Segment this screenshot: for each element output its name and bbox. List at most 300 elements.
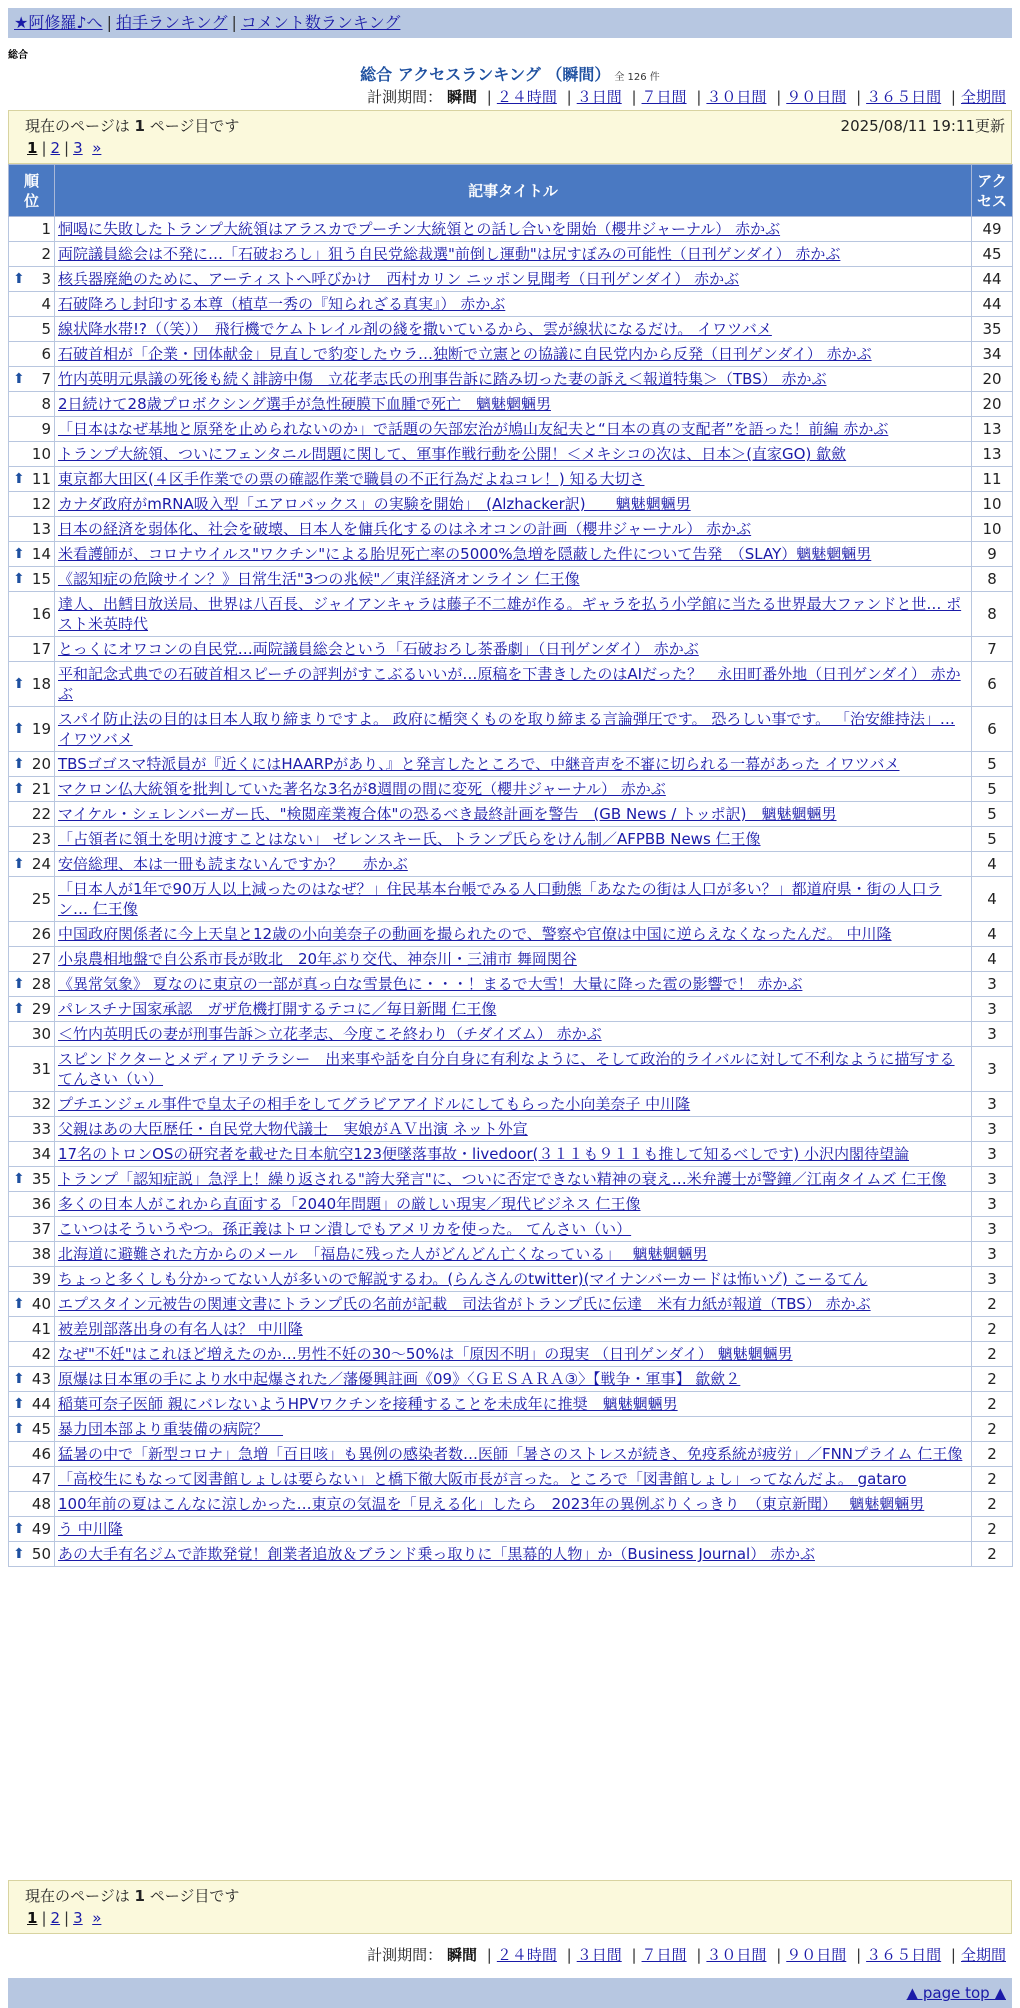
article-link[interactable]: カナダ政府がmRNA吸入型「エアロバックス」の実験を開始」 (Alzhacker訳) 魑魅魍魎男 <box>58 495 691 513</box>
title-cell <box>55 1142 972 1167</box>
access-count: 2 <box>972 1292 1013 1317</box>
title-cell <box>55 217 972 242</box>
rank-cell <box>9 922 55 947</box>
rank-number: 13 <box>31 520 51 538</box>
article-link[interactable]: う 中川隆 <box>58 1520 123 1538</box>
period-link-3d[interactable]: ３日間 <box>576 1946 622 1964</box>
article-link[interactable]: ちょっと多くしも分かってない人が多いので解説するわ。(らんさんのtwitter)(マイナンバーカードは怖いゾ) こーるてん <box>58 1270 868 1288</box>
rank-cell <box>9 492 55 517</box>
title-cell <box>55 1317 972 1342</box>
rank-number: 30 <box>31 1025 51 1043</box>
rank-cell <box>9 1292 55 1317</box>
table-row <box>9 1142 1013 1167</box>
rank-cell <box>9 1217 55 1242</box>
access-count: 2 <box>972 1517 1013 1542</box>
title-cell <box>55 972 972 997</box>
rank-cell <box>9 392 55 417</box>
article-link[interactable]: トランプ「認知症説」急浮上！繰り返される"誇大発言"に、ついに否定できない精神の衰え…米弁護士が警鐘／江南タイムズ 仁王像 <box>58 1170 947 1188</box>
table-row <box>9 367 1013 392</box>
comment-ranking-link[interactable]: コメント数ランキング <box>240 13 401 32</box>
page-info-number: 1 <box>134 117 145 135</box>
ranking-title-text: 総合 アクセスランキング （瞬間） <box>360 65 611 84</box>
rank-number: 23 <box>31 830 51 848</box>
article-link[interactable]: マクロン仏大統領を批判していた著名な3名が8週間の間に変死（櫻井ジャーナル） 赤かぶ <box>58 780 666 798</box>
article-link[interactable]: 《認知症の危険サイン？》日常生活"3つの兆候"／東洋経済オンライン 仁王像 <box>58 570 580 588</box>
title-cell <box>55 1467 972 1492</box>
article-link[interactable]: 達人、出鱈目放送局、世界は八百長、ジャイアンキャラは藤子不二雄が作る。ギャラを払う小学館に当たる世界最大ファンドと世… ポスト米英時代 <box>58 595 962 633</box>
page-links: 1 | 2 | 3 » <box>27 139 102 157</box>
rank-cell <box>9 1417 55 1442</box>
period-link-90d[interactable]: ９０日間 <box>786 88 847 106</box>
access-count: 2 <box>972 1417 1013 1442</box>
title-cell <box>55 592 972 637</box>
table-row <box>9 852 1013 877</box>
rank-cell <box>9 997 55 1022</box>
article-link[interactable]: 両院議員総会は不発に…「石破おろし」狙う自民党総裁選"前倒し運動"は尻すぼみの可能性（日刊ゲンダイ） 赤かぶ <box>58 245 841 263</box>
access-count: 3 <box>972 1092 1013 1117</box>
access-count: 6 <box>972 707 1013 752</box>
title-cell <box>55 442 972 467</box>
rank-number: 9 <box>41 420 51 438</box>
access-count: 2 <box>972 1442 1013 1467</box>
title-cell <box>55 1492 972 1517</box>
rank-number: 27 <box>31 950 51 968</box>
page-link-2[interactable]: 2 <box>50 1909 61 1927</box>
period-link-365d[interactable]: ３６５日間 <box>866 88 942 106</box>
col-access-label: アクセス <box>976 171 1007 210</box>
rank-number: 48 <box>31 1495 51 1513</box>
title-cell <box>55 997 972 1022</box>
rank-number: 32 <box>31 1095 51 1113</box>
article-link[interactable]: 線状降水帯!?（（笑）） 飛行機でケムトレイル剤の綫を撒いているから、雲が線状になるだけ。 イワツバメ <box>58 320 772 338</box>
rank-up-arrow-icon: ⬆ <box>13 1296 25 1312</box>
access-count: 34 <box>972 342 1013 367</box>
access-count: 20 <box>972 367 1013 392</box>
table-row <box>9 827 1013 852</box>
rank-number: 29 <box>31 1000 51 1018</box>
article-link[interactable]: エプスタイン元被告の関連文書にトランプ氏の名前が記載 司法省がトランプ氏に伝達 米有力紙が報道（TBS） 赤かぶ <box>58 1295 871 1313</box>
page-links-bottom: 1 | 2 | 3 » <box>27 1909 102 1927</box>
current-page-info-bottom <box>25 1885 239 1906</box>
access-count: 45 <box>972 242 1013 267</box>
article-link[interactable]: プチエンジェル事件で皇太子の相手をしてグラビアアイドルにしてもらった小向美奈子 中川隆 <box>58 1095 691 1113</box>
rank-cell <box>9 342 55 367</box>
period-link-90d[interactable]: ９０日間 <box>786 1946 847 1964</box>
access-count: 3 <box>972 972 1013 997</box>
title-cell <box>55 342 972 367</box>
table-row <box>9 777 1013 802</box>
rank-cell <box>9 1442 55 1467</box>
article-link[interactable]: 100年前の夏はこんなに涼しかった…東京の気温を「見える化」したら 2023年の異例ぶりくっきり （東京新聞） 魑魅魍魎男 <box>58 1495 925 1513</box>
table-row <box>9 1542 1013 1567</box>
period-link-30d[interactable]: ３０日間 <box>706 1946 767 1964</box>
article-link[interactable]: 石破首相が「企業・団体献金」見直しで豹変したウラ…独断で立憲との協議に自民党内から反発（日刊ゲンダイ） 赤かぶ <box>58 345 872 363</box>
title-cell <box>55 1342 972 1367</box>
rank-cell <box>9 367 55 392</box>
article-link[interactable]: 2日続けて28歳プロボクシング選手が急性硬膜下血腫で死亡 魑魅魍魎男 <box>58 395 551 413</box>
title-cell <box>55 367 972 392</box>
ranking-table <box>8 164 1013 1567</box>
rank-number: 40 <box>31 1295 51 1313</box>
period-label: 計測期間： <box>367 88 443 106</box>
title-cell <box>55 1092 972 1117</box>
table-row <box>9 267 1013 292</box>
table-row <box>9 1467 1013 1492</box>
access-count: 44 <box>972 292 1013 317</box>
period-selector-top: 計測期間： 瞬間 | ２４時間 | ３日間 | ７日間 | ３０日間 | ９０日間 | ３６５日間 | 全期間 <box>367 88 1006 106</box>
rank-number: 20 <box>31 755 51 773</box>
page-link-1: 1 <box>27 139 38 157</box>
title-cell <box>55 1417 972 1442</box>
article-link[interactable]: 東京都大田区(４区手作業での票の確認作業で職員の不正行為だよねコレ！) 知る大切さ <box>58 470 645 488</box>
access-count: 3 <box>972 1047 1013 1092</box>
period-link-365d[interactable]: ３６５日間 <box>866 1946 942 1964</box>
rank-up-arrow-icon: ⬆ <box>13 1171 25 1187</box>
page-link-1: 1 <box>27 1909 38 1927</box>
article-link[interactable]: 「日本人が1年で90万人以上減ったのはなぜ？」住民基本台帳でみる人口動態「あなたの街は人口が多い？」都道府県・街の人口ラン… 仁王像 <box>58 880 942 918</box>
article-link[interactable]: 多くの日本人がこれから直面する「2040年問題」の厳しい現実／現代ビジネス 仁王像 <box>58 1195 641 1213</box>
rank-up-arrow-icon: ⬆ <box>13 756 25 772</box>
rank-cell <box>9 317 55 342</box>
rank-up-arrow-icon: ⬆ <box>13 1521 25 1537</box>
rank-up-arrow-icon: ⬆ <box>13 546 25 562</box>
rank-number: 8 <box>41 395 51 413</box>
next-page-link[interactable]: » <box>92 139 102 157</box>
article-link[interactable]: スピンドクターとメディアリテラシー 出来事や話を自分自身に有利なように、そして政治的ライバルに対して不利なように描写する てんさい（い） <box>58 1050 955 1088</box>
rank-cell <box>9 1117 55 1142</box>
table-row <box>9 877 1013 922</box>
rank-number: 15 <box>31 570 51 588</box>
article-link[interactable]: 日本の経済を弱体化、社会を破壊、日本人を傭兵化するのはネオコンの計画（櫻井ジャーナル） 赤かぶ <box>58 520 752 538</box>
period-link-30d[interactable]: ３０日間 <box>706 88 767 106</box>
table-row <box>9 1492 1013 1517</box>
access-count: 7 <box>972 637 1013 662</box>
table-row <box>9 242 1013 267</box>
article-link[interactable]: 平和記念式典での石破首相スピーチの評判がすこぶるいいが…原稿を下書きしたのはAIだった？ 永田町番外地（日刊ゲンダイ） 赤かぶ <box>58 665 961 703</box>
title-cell <box>55 567 972 592</box>
table-row <box>9 1342 1013 1367</box>
rank-number: 46 <box>31 1445 51 1463</box>
bottom-bar <box>8 1978 1012 2008</box>
access-count: 3 <box>972 1142 1013 1167</box>
article-link[interactable]: 「占領者に領土を明け渡すことはない」 ゼレンスキー氏、トランプ氏らをけん制／AFPBB News 仁王像 <box>58 830 761 848</box>
col-title-header: 記事タイトル <box>55 165 972 217</box>
access-count: 13 <box>972 442 1013 467</box>
table-row <box>9 972 1013 997</box>
title-cell <box>55 467 972 492</box>
article-link[interactable]: 「高校生にもなって図書館しょしは要らない」と橋下徹大阪市長が言った。ところで「図書館しょし」ってなんだよ。 gataro <box>58 1470 907 1488</box>
access-count: 3 <box>972 1022 1013 1047</box>
page-title <box>0 62 1020 85</box>
rank-cell <box>9 242 55 267</box>
access-count: 3 <box>972 1242 1013 1267</box>
col-access-header <box>972 165 1013 217</box>
rank-number: 21 <box>31 780 51 798</box>
table-row <box>9 567 1013 592</box>
table-row <box>9 392 1013 417</box>
title-cell <box>55 392 972 417</box>
title-cell <box>55 517 972 542</box>
access-count: 5 <box>972 827 1013 852</box>
period-link-24h[interactable]: ２４時間 <box>496 88 557 106</box>
title-cell <box>55 1392 972 1417</box>
table-row <box>9 1367 1013 1392</box>
article-link[interactable]: 恫喝に失敗したトランプ大統領はアラスカでプーチン大統領との話し合いを開始（櫻井ジャーナル） 赤かぶ <box>58 220 781 238</box>
col-rank-header <box>9 165 55 217</box>
rank-up-arrow-icon: ⬆ <box>13 1546 25 1562</box>
period-link-all[interactable]: 全期間 <box>960 1946 1006 1964</box>
table-row <box>9 1392 1013 1417</box>
rank-cell <box>9 1022 55 1047</box>
table-row <box>9 1192 1013 1217</box>
period-current: 瞬間 <box>446 1946 477 1964</box>
title-cell <box>55 827 972 852</box>
access-count: 13 <box>972 417 1013 442</box>
top-nav-bar <box>8 8 1012 38</box>
table-row <box>9 592 1013 637</box>
title-cell <box>55 922 972 947</box>
table-row <box>9 492 1013 517</box>
rank-up-arrow-icon: ⬆ <box>13 371 25 387</box>
rank-number: 33 <box>31 1120 51 1138</box>
page-top-link[interactable]: ▲ page top ▲ <box>906 1984 1006 2002</box>
rank-number: 2 <box>41 245 51 263</box>
rank-number: 11 <box>31 470 51 488</box>
rank-cell <box>9 802 55 827</box>
article-link[interactable]: こいつはそういうやつ。孫正義はトロン潰しでもアメリカを使った。 てんさい（い） <box>58 1220 632 1238</box>
page-link-2[interactable]: 2 <box>50 139 61 157</box>
table-row <box>9 467 1013 492</box>
access-count: 9 <box>972 542 1013 567</box>
rank-number: 6 <box>41 345 51 363</box>
table-row <box>9 1022 1013 1047</box>
page-info-number: 1 <box>134 1887 145 1905</box>
table-row <box>9 442 1013 467</box>
article-link[interactable]: 米看護師が、コロナウイルス"ワクチン"による胎児死亡率の5000%急増を隠蔽した件について告発 （SLAY）魑魅魍魎男 <box>58 545 872 563</box>
rank-number: 49 <box>31 1520 51 1538</box>
article-link[interactable]: 《異常気象》 夏なのに東京の一部が真っ白な雪景色に・・・！まるで大雪！大量に降った雹の影響で！ 赤かぶ <box>58 975 803 993</box>
rank-number: 42 <box>31 1345 51 1363</box>
article-link[interactable]: 核兵器廃絶のために、アーティストへ呼びかけ 西村カリン ニッポン見聞考（日刊ゲンダイ） 赤かぶ <box>58 270 740 288</box>
article-link[interactable]: 「日本はなぜ基地と原発を止められないのか」で話題の矢部宏治が鳩山友紀夫と“日本の真の支配者”を語った！前編 赤かぶ <box>58 420 889 438</box>
page-link-3[interactable]: 3 <box>73 1909 83 1927</box>
clap-ranking-link[interactable]: 拍手ランキング <box>115 13 228 32</box>
home-link[interactable]: ★阿修羅♪へ <box>14 13 103 32</box>
table-row <box>9 317 1013 342</box>
rank-up-arrow-icon: ⬆ <box>13 1001 25 1017</box>
rank-number: 41 <box>31 1320 51 1338</box>
title-cell <box>55 417 972 442</box>
rank-number: 12 <box>31 495 51 513</box>
rank-cell <box>9 1392 55 1417</box>
article-link[interactable]: 北海道に避難された方からのメール 「福島に残った人がどんどん亡くなっている」 魑魅魍魎男 <box>58 1245 708 1263</box>
rank-cell <box>9 417 55 442</box>
table-row <box>9 292 1013 317</box>
period-link-7d[interactable]: ７日間 <box>641 1946 687 1964</box>
article-link[interactable]: 小泉農相地盤で自公系市長が敗北 20年ぶり交代、神奈川・三浦市 舞岡関谷 <box>58 950 577 968</box>
access-count: 4 <box>972 852 1013 877</box>
article-link[interactable]: ＜竹内英明氏の妻が刑事告訴＞立花孝志、今度こそ終わり（チダイズム） 赤かぶ <box>58 1025 602 1043</box>
rank-cell <box>9 542 55 567</box>
period-label: 計測期間： <box>367 1946 443 1964</box>
rank-cell <box>9 877 55 922</box>
table-row <box>9 1267 1013 1292</box>
article-link[interactable]: TBSゴゴスマ特派員が『近くにはHAARPがあり、』と発言したところで、中継音声を不審に切られる一幕があった イワツバメ <box>58 755 900 773</box>
table-row <box>9 542 1013 567</box>
article-link[interactable]: マイケル・シェレンバーガー氏、"検閲産業複合体"の恐るべき最終計画を警告 (GB News / トッポ訳) 魑魅魍魎男 <box>58 805 837 823</box>
access-count: 49 <box>972 217 1013 242</box>
table-row <box>9 1092 1013 1117</box>
article-link[interactable]: なぜ"不妊"はこれほど増えたのか…男性不妊の30～50%は「原因不明」の現実 （日刊ゲンダイ） 魑魅魍魎男 <box>58 1345 793 1363</box>
rank-number: 43 <box>31 1370 51 1388</box>
article-link[interactable]: 暴力団本部より重装備の病院？ <box>58 1420 284 1438</box>
page-info-prefix: 現在のページは <box>25 1887 130 1905</box>
rank-number: 24 <box>31 855 51 873</box>
title-cell <box>55 492 972 517</box>
rank-cell <box>9 777 55 802</box>
article-link[interactable]: スパイ防止法の目的は日本人取り締まりですよ。 政府に楯突くものを取り締まる言論弾圧です。 恐ろしい事です。 「治安維持法」… イワツバメ <box>58 710 955 748</box>
table-row <box>9 662 1013 707</box>
rank-cell <box>9 852 55 877</box>
pager-bottom <box>8 1880 1012 1934</box>
title-cell <box>55 1267 972 1292</box>
nav-separator: | <box>106 13 112 32</box>
access-count: 10 <box>972 517 1013 542</box>
table-row <box>9 1242 1013 1267</box>
rank-number: 39 <box>31 1270 51 1288</box>
rank-number: 44 <box>31 1395 51 1413</box>
period-link-all[interactable]: 全期間 <box>960 88 1006 106</box>
rank-cell <box>9 517 55 542</box>
title-cell <box>55 637 972 662</box>
access-count: 2 <box>972 1542 1013 1567</box>
rank-number: 1 <box>41 220 51 238</box>
updated-timestamp: 2025/08/11 19:11更新 <box>840 117 1005 135</box>
rank-number: 10 <box>31 445 51 463</box>
table-row <box>9 1292 1013 1317</box>
rank-number: 31 <box>31 1060 51 1078</box>
access-count: 2 <box>972 1342 1013 1367</box>
title-cell <box>55 1367 972 1392</box>
title-cell <box>55 1192 972 1217</box>
article-link[interactable]: とっくにオワコンの自民党…両院議員総会という「石破おろし茶番劇」（日刊ゲンダイ） 赤かぶ <box>58 640 699 658</box>
rank-cell <box>9 1517 55 1542</box>
rank-number: 47 <box>31 1470 51 1488</box>
rank-number: 36 <box>31 1195 51 1213</box>
title-cell <box>55 317 972 342</box>
article-link[interactable]: 猛暑の中で「新型コロナ」急増「百日咳」も異例の感染者数…医師「暑さのストレスが続き、免疫系統が疲労」／FNNプライム 仁王像 <box>58 1445 963 1463</box>
title-cell <box>55 852 972 877</box>
table-row <box>9 217 1013 242</box>
rank-number: 5 <box>41 320 51 338</box>
pager-top <box>8 110 1012 164</box>
table-row <box>9 707 1013 752</box>
rank-number: 3 <box>41 270 51 288</box>
table-row <box>9 997 1013 1022</box>
rank-cell <box>9 1492 55 1517</box>
table-header-row <box>9 165 1013 217</box>
table-row <box>9 637 1013 662</box>
rank-number: 35 <box>31 1170 51 1188</box>
page-link-3[interactable]: 3 <box>73 139 83 157</box>
article-link[interactable]: あの大手有名ジムで詐欺発覚！創業者追放＆ブランド乗っ取りに「黒幕的人物」か（Business Journal） 赤かぶ <box>58 1545 815 1563</box>
rank-cell <box>9 292 55 317</box>
rank-cell <box>9 827 55 852</box>
next-page-link[interactable]: » <box>92 1909 102 1927</box>
page-info-suffix: ページ目です <box>149 117 240 135</box>
rank-up-arrow-icon: ⬆ <box>13 1396 25 1412</box>
total-count: 全 126 件 <box>614 72 660 83</box>
rank-number: 37 <box>31 1220 51 1238</box>
period-link-7d[interactable]: ７日間 <box>641 88 687 106</box>
article-link[interactable]: 石破降ろし封印する本尊（植草一秀の『知られざる真実』） 赤かぶ <box>58 295 506 313</box>
rank-up-arrow-icon: ⬆ <box>13 781 25 797</box>
title-cell <box>55 292 972 317</box>
article-link[interactable]: パレスチナ国家承認 ガザ危機打開するテコに／毎日新聞 仁王像 <box>58 1000 497 1018</box>
table-row <box>9 1217 1013 1242</box>
rank-cell <box>9 1467 55 1492</box>
period-link-24h[interactable]: ２４時間 <box>496 1946 557 1964</box>
rank-cell <box>9 1047 55 1092</box>
rank-cell <box>9 1367 55 1392</box>
rank-number: 19 <box>31 720 51 738</box>
access-count: 3 <box>972 1117 1013 1142</box>
access-count: 6 <box>972 662 1013 707</box>
rank-cell <box>9 217 55 242</box>
article-link[interactable]: 竹内英明元県議の死後も続く誹謗中傷 立花孝志氏の刑事告訴に踏み切った妻の訴え＜報道特集＞（TBS） 赤かぶ <box>58 370 827 388</box>
access-count: 2 <box>972 1492 1013 1517</box>
title-cell <box>55 707 972 752</box>
title-cell <box>55 947 972 972</box>
rank-number: 17 <box>31 640 51 658</box>
access-count: 3 <box>972 1192 1013 1217</box>
article-link[interactable]: 原爆は日本軍の手により水中起爆された／藩優興註画《09》〈ＧＥＳＡＲＡ③〉【戦争・軍事】 歙歛２ <box>58 1370 741 1388</box>
rank-cell <box>9 1317 55 1342</box>
article-link[interactable]: 稲葉可奈子医師 親にバレないようHPVワクチンを接種することを未成年に推奨 魑魅魍魎男 <box>58 1395 678 1413</box>
rank-number: 22 <box>31 805 51 823</box>
access-count: 3 <box>972 997 1013 1022</box>
article-link[interactable]: 中国政府関係者に今上天皇と12歳の小向美奈子の動画を撮られたので、警察や官僚は中国に逆らえなくなったんだ。 中川隆 <box>58 925 892 943</box>
nav-separator: | <box>231 13 237 32</box>
access-count: 8 <box>972 592 1013 637</box>
title-cell <box>55 1217 972 1242</box>
article-link[interactable]: 17名のトロンOSの研究者を載せた日本航空123便墜落事故・livedoor(３１１も９１１も推して知るべしです) 小沢内閣待望論 <box>58 1145 910 1163</box>
title-cell <box>55 1292 972 1317</box>
table-row <box>9 1317 1013 1342</box>
table-row <box>9 947 1013 972</box>
table-row <box>9 417 1013 442</box>
access-count: 4 <box>972 947 1013 972</box>
rank-cell <box>9 267 55 292</box>
table-row <box>9 922 1013 947</box>
article-link[interactable]: 被差別部落出身の有名人は？ 中川隆 <box>58 1320 303 1338</box>
title-cell <box>55 1442 972 1467</box>
access-count: 44 <box>972 267 1013 292</box>
article-link[interactable]: 父親はあの大臣歴任・自民党大物代議士 実娘がＡＶ出演 ネット外宣 <box>58 1120 528 1138</box>
rank-number: 26 <box>31 925 51 943</box>
rank-number: 4 <box>41 295 51 313</box>
table-row <box>9 1417 1013 1442</box>
article-link[interactable]: トランプ大統領、ついにフェンタニル問題に関して、軍事作戦行動を公開！＜メキシコの次は、日本＞(直家GO) 歙歛 <box>58 445 847 463</box>
access-count: 10 <box>972 492 1013 517</box>
rank-up-arrow-icon: ⬆ <box>13 676 25 692</box>
rank-cell <box>9 1092 55 1117</box>
title-cell <box>55 802 972 827</box>
article-link[interactable]: 安倍総理、本は一冊も読まないんですか？ 赤かぶ <box>58 855 408 873</box>
period-link-3d[interactable]: ３日間 <box>576 88 622 106</box>
access-count: 2 <box>972 1367 1013 1392</box>
table-row <box>9 802 1013 827</box>
